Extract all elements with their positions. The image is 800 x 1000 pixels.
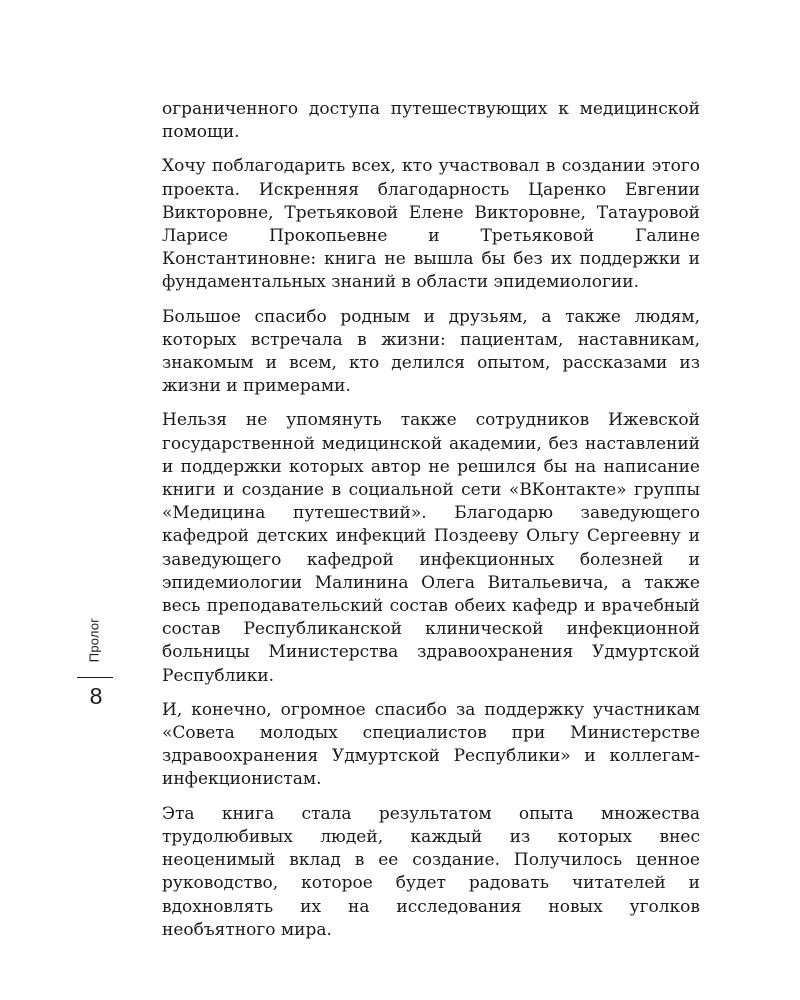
paragraph-6: Эта книга стала результатом опыта множества трудолюбивых людей, каждый из которых внес неоценимый вклад в ее создание. Получилось ценное руководство, которое будет радовать читателей и вдохновлять их на исследования новых уголков необъятного мира. (162, 803, 700, 940)
paragraph-1: ограниченного доступа путешествующих к медицинской помощи. (162, 99, 700, 143)
paragraph-4: Нельзя не упомянуть также сотрудников Ижевской государственной медицинской академии, без наставлений и поддержки которых автор не решился бы на написание книги и создание в социальной сети «ВКонтакте» группы «Медицина путешествий». Благодарю заведующего кафедрой детских инфекций Поздееву Ольгу Сергеевну и заведующего кафедрой инфекционных болезней и эпидемиологии Малинина Олега Витальевича, а также весь преподавательский состав обеих кафедр и врачебный состав Республиканской клинической инфекционной больницы Министерства здравоохранения Удмуртской Республики. (162, 410, 700, 686)
margin-divider (77, 677, 113, 678)
section-label: Пролог (86, 617, 102, 663)
page-body (162, 98, 700, 953)
paragraph-5: И, конечно, огромное спасибо за поддержку участникам «Совета молодых специалистов при Министерстве здравоохранения Удмуртской Республики» и коллегам-инфекционистам. (162, 699, 700, 790)
paragraph-3: Большое спасибо родным и друзьям, а также людям, которых встречала в жизни: пациентам, наставникам, знакомым и всем, кто делился опытом, рассказами из жизни и примерами. (162, 306, 700, 397)
paragraph-2: Хочу поблагодарить всех, кто участвовал в создании этого проекта. Искренняя благодарность Царенко Евгении Викторовне, Третьяковой Елене Викторовне, Татауровой Ларисе Прокопьевне и Третьяковой Галине Константиновне: книга не вышла бы без их поддержки и фундаментальных знаний в области эпидемиологии. (162, 156, 700, 293)
page-number: 8 (89, 683, 103, 709)
